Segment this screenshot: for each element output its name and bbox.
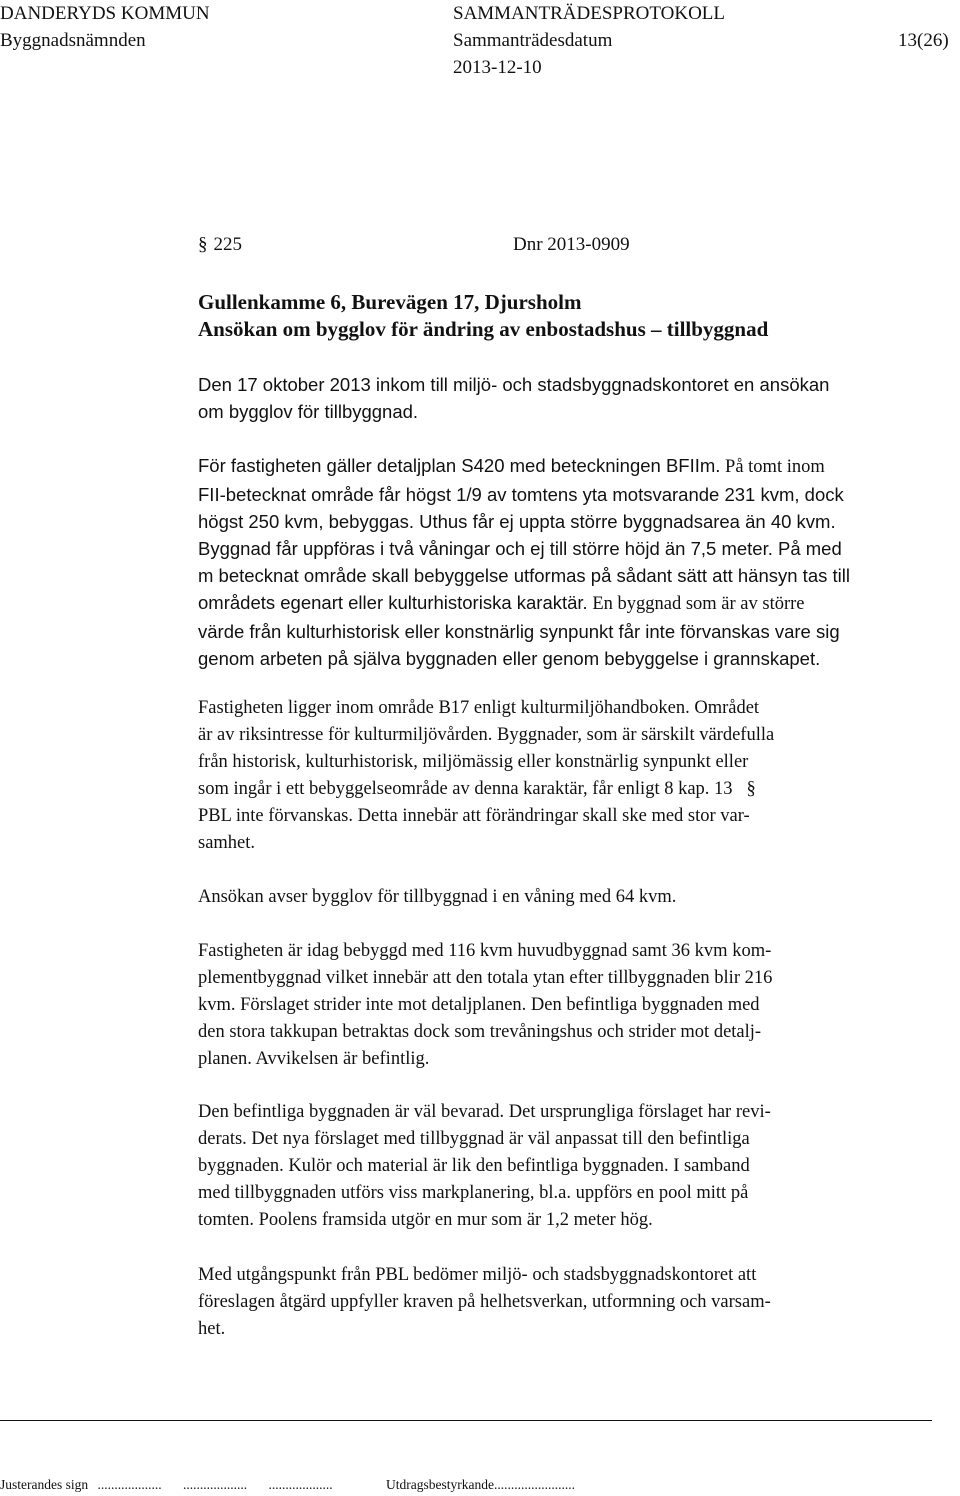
text-line: derats. Det nya förslaget med tillbyggnad är väl anpassat till den befintliga [198, 1129, 750, 1149]
text-line: Den 17 oktober 2013 inkom till miljö- och stadsbyggnadskontoret en ansökan [198, 374, 830, 395]
text-line: byggnaden. Kulör och material är lik den befintliga byggnaden. I samband [198, 1156, 750, 1176]
text-line: planen. Avvikelsen är befintlig. [198, 1049, 430, 1069]
text-line: högst 250 kvm, bebyggas. Uthus får ej uppta större byggnadsarea än 40 kvm. [198, 511, 836, 532]
text-line: Fastigheten ligger inom område B17 enligt kulturmiljöhandboken. Området [198, 698, 760, 718]
section-symbol: § [746, 779, 756, 799]
committee-name: Byggnadsnämnden [0, 30, 146, 51]
text-line: om bygglov för tillbyggnad. [198, 401, 419, 422]
text-line: genom arbeten på själva byggnaden eller genom bebyggelse i grannskapet. [198, 648, 821, 669]
extract-certification-label: Utdragsbestyrkande [386, 1477, 494, 1492]
case-number-line [198, 232, 242, 258]
footer-divider [0, 1420, 932, 1421]
section-symbol: § [198, 234, 208, 255]
text-segment: För fastigheten gäller detaljplan S420 med beteckningen BFIIm. [198, 455, 721, 476]
text-segment: På tomt inom [720, 457, 825, 477]
diary-number: Dnr 2013-0909 [513, 234, 630, 255]
meeting-date: 2013-12-10 [453, 57, 542, 78]
extract-certification-field: ........................ [493, 1477, 575, 1492]
case-number: 225 [213, 234, 242, 255]
text-line: från historisk, kulturhistorisk, miljömässig eller konstnärlig synpunkt eller [198, 752, 749, 772]
text-line: med tillbyggnaden utförs viss markplanering, bl.a. uppförs en pool mitt på [198, 1183, 749, 1203]
signature-field-2: ................... [183, 1477, 248, 1492]
text-line: föreslagen åtgärd uppfyller kraven på helhetsverkan, utformning och varsam- [198, 1292, 771, 1312]
text-line: samhet. [198, 833, 256, 853]
text-line: Fastigheten är idag bebyggd med 116 kvm huvudbyggnad samt 36 kvm kom- [198, 941, 772, 961]
paragraph-detailed-plan [198, 452, 938, 672]
case-title-line2: Ansökan om bygglov för ändring av enbostadshus – tillbyggnad [198, 317, 769, 341]
paragraph-application [198, 371, 938, 425]
municipality-name: DANDERYDS KOMMUN [0, 3, 210, 24]
text-line: Ansökan avser bygglov för tillbyggnad i en våning med 64 kvm. [198, 887, 677, 907]
text-line: kvm. Förslaget strider inte mot detaljplanen. Den befintliga byggnaden med [198, 995, 760, 1015]
footer-signature-line [0, 1477, 575, 1493]
text-line: tomten. Poolens framsida utgör en mur som är 1,2 meter hög. [198, 1210, 653, 1230]
signature-field-1: ................... [97, 1477, 162, 1492]
text-line: plementbyggnad vilket innebär att den totala ytan efter tillbyggnaden blir 216 [198, 968, 773, 988]
paragraph-cultural-environment [198, 695, 938, 857]
text-line: PBL inte förvanskas. Detta innebär att förändringar skall ske med stor var- [198, 806, 750, 826]
text-segment: som ingår i ett bebyggelseområde av denna karaktär, får enligt 8 kap. 13 [198, 779, 733, 799]
text-line: Den befintliga byggnaden är väl bevarad. Det ursprungliga förslaget har revi- [198, 1102, 771, 1122]
meeting-date-label: Sammanträdesdatum [453, 30, 613, 51]
paragraph-conclusion [198, 1262, 938, 1343]
text-line: den stora takkupan betraktas dock som trevåningshus och strider mot detalj- [198, 1022, 762, 1042]
paragraph-assessment [198, 1099, 938, 1234]
text-line [198, 452, 938, 481]
text-line: värde från kulturhistorisk eller konstnärlig synpunkt får inte förvanskas vare sig [198, 621, 840, 642]
case-title-line1: Gullenkamme 6, Burevägen 17, Djursholm [198, 290, 582, 314]
text-segment: En byggnad som är av större [587, 594, 805, 614]
paragraph-extension-scope [198, 884, 938, 911]
document-type: SAMMANTRÄDESPROTOKOLL [453, 3, 726, 24]
text-line: FII-betecknat område får högst 1/9 av tomtens yta motsvarande 231 kvm, dock [198, 484, 844, 505]
text-line [198, 776, 938, 803]
paragraph-building-area [198, 938, 938, 1073]
text-line: m betecknat område skall bebyggelse utformas på sådant sätt att hänsyn tas till [198, 565, 850, 586]
text-line: är av riksintresse för kulturmiljövården. Byggnader, som är särskilt värdefulla [198, 725, 775, 745]
justering-label: Justerandes sign [0, 1477, 89, 1492]
page-number: 13(26) [898, 30, 949, 51]
text-line: Byggnad får uppföras i två våningar och ej till större höjd än 7,5 meter. På med [198, 538, 842, 559]
text-segment: områdets egenart eller kulturhistoriska karaktär. [198, 592, 588, 613]
text-line: Med utgångspunkt från PBL bedömer miljö- och stadsbyggnadskontoret att [198, 1265, 757, 1285]
text-line: het. [198, 1319, 226, 1339]
signature-field-3: ................... [268, 1477, 333, 1492]
text-line [198, 589, 938, 618]
